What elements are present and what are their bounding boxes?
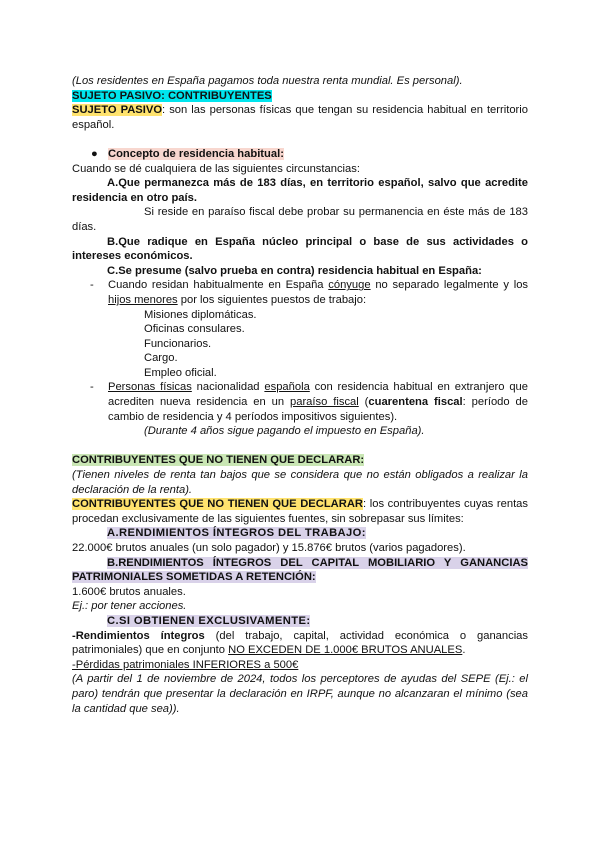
heading-sujeto-text: SUJETO PASIVO: CONTRIBUYENTES [72, 89, 272, 102]
dash2-text-1: nacionalidad [191, 381, 265, 394]
bullet-dot-icon: ● [91, 147, 98, 160]
dash1-text-2: no separado legalmente y los [370, 279, 529, 292]
no-declarar-note: (Tienen niveles de renta tan bajos que se considera que no están obligados a realizar la declaración de la renta). [72, 469, 528, 496]
bullet-residencia-text: Concepto de residencia habitual: [108, 147, 284, 160]
dash-marker: - [90, 279, 94, 292]
dash2-espanola: española [264, 381, 310, 394]
dash1-conyuge: cónyuge [328, 279, 371, 292]
document-page [72, 74, 528, 716]
dash2-paraiso: paraíso fiscal [290, 396, 359, 409]
heading-no-declarar-text: CONTRIBUYENTES QUE NO TIENEN QUE DECLARAR: [72, 454, 365, 467]
no-declarar-label: CONTRIBUYENTES QUE NO TIENEN QUE DECLARAR [72, 498, 363, 511]
circunstancias-intro: Cuando se dé cualquiera de las siguientes circunstancias: [72, 162, 360, 175]
fuente-c-text: C.SI OBTIENEN EXCLUSIVAMENTE: [107, 614, 311, 627]
fuente-b-heading [72, 556, 528, 585]
fuente-c-rendimientos-limit: NO EXCEDEN DE 1.000€ BRUTOS ANUALES [228, 644, 463, 657]
no-declarar-definition [72, 497, 528, 526]
fuente-a-text: A.RENDIMIENTOS ÍNTEGROS DEL TRABAJO: [107, 527, 366, 540]
heading-no-declarar [72, 453, 528, 468]
dash-item-conyuge [72, 278, 528, 307]
criterio-a-note: Si reside en paraíso fiscal debe probar su permanencia en éste más de 183 días. [72, 206, 528, 233]
puesto-item: Misiones diplomáticas. [144, 308, 257, 321]
heading-sujeto-pasivo [72, 89, 528, 104]
sujeto-pasivo-text: : son las personas físicas que tengan su residencia habitual en territorio español. [72, 104, 528, 131]
dash1-text-1: Cuando residan habitualmente en España [108, 279, 329, 292]
sujeto-pasivo-definition [72, 103, 528, 132]
puesto-item: Funcionarios. [144, 337, 212, 350]
dash2-cuarentena: cuarentena fiscal [368, 396, 463, 409]
fuente-c-rendimientos-end: . [462, 644, 466, 657]
fuente-a-limit: 22.000€ brutos anuales (un solo pagador) y 15.876€ brutos (varios pagadores). [72, 542, 466, 554]
dash-marker: - [90, 381, 94, 394]
intro-note: (Los residentes en España pagamos toda nuestra renta mundial. Es personal). [72, 75, 463, 87]
fuente-c-rendimientos-text: (del trabajo, capital, actividad económica o ganancias patrimoniales) que en conjunto [72, 629, 529, 657]
criterio-c: C.Se presume (salvo prueba en contra) residencia habitual en España: [107, 264, 482, 277]
puesto-item: Empleo oficial. [144, 366, 217, 379]
dash2-note: (Durante 4 años sigue pagando el impuesto en España). [144, 425, 425, 438]
fuente-c-rendimientos-label: -Rendimientos íntegros [72, 629, 205, 642]
dash2-text-2: con residencia habitual en extranjero que acrediten nueva residencia en un [108, 381, 529, 409]
puesto-item: Oficinas consulares. [144, 323, 245, 336]
dash2-personas: Personas físicas [108, 381, 192, 394]
dash2-text-3: ( [358, 396, 369, 409]
fuente-b-example: Ej.: por tener acciones. [72, 600, 187, 613]
criterio-b: B.Que radique en España núcleo principal o base de sus actividades o intereses económicos. [72, 235, 528, 263]
fuente-c-rendimientos [72, 629, 528, 658]
dash-item-personas-fisicas [72, 380, 528, 424]
criterio-a: A.Que permanezca más de 183 días, en territorio español, salvo que acredite residencia en otro país. [72, 177, 528, 204]
fuente-a-heading [72, 526, 528, 541]
dash2-text-4: : período de cambio de residencia y 4 períodos impositivos siguientes). [108, 396, 528, 423]
dash1-text-3: por los siguientes puestos de trabajo: [177, 293, 367, 306]
no-declarar-text: : los contribuyentes cuyas rentas procedan exclusivamente de las siguientes fuentes, sin sobrepasar sus límites: [72, 498, 528, 525]
fuente-c-heading [72, 614, 528, 629]
fuente-b-limit: 1.600€ brutos anuales. [72, 585, 186, 598]
bullet-residencia [72, 147, 528, 162]
fuente-c-perdidas: -Pérdidas patrimoniales INFERIORES a 500€ [72, 658, 299, 671]
sujeto-pasivo-label: SUJETO PASIVO [72, 104, 163, 117]
puesto-item: Cargo. [144, 352, 178, 365]
sepe-note: (A partir del 1 de noviembre de 2024, todos los perceptores de ayudas del SEPE (Ej.: el paro) tendrán que presentar la declaración en IRPF, aunque no alcanzaran el mínimo (sea la cantidad que sea)). [72, 673, 528, 715]
fuente-b-text: B.RENDIMIENTOS ÍNTEGROS DEL CAPITAL MOBILIARIO Y GANANCIAS PATRIMONIALES SOMETIDAS A RETENCIÓN: [72, 556, 528, 584]
dash1-hijos: hijos menores [108, 293, 178, 306]
